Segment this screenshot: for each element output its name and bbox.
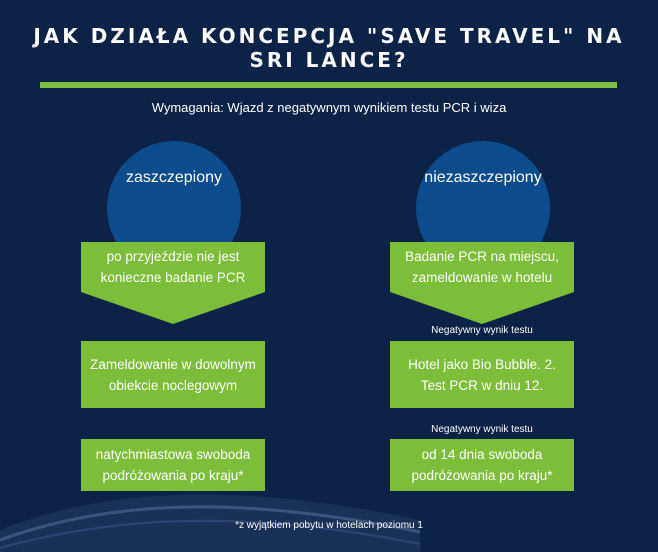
title-divider: [40, 82, 617, 88]
footnote: *z wyjątkiem pobytu w hotelach poziomu 1: [235, 520, 423, 531]
requirements-text: Wymagania: Wjazd z negatywnym wynikiem testu PCR i wiza: [151, 100, 507, 115]
right-step-1-text: Badanie PCR na miejscu, zameldowanie w hotelu "Level 1".: [405, 249, 559, 306]
right-label-1: Negatywny wynik testu: [431, 325, 533, 336]
right-step-3: [390, 439, 574, 491]
right-step-2-text: Hotel jako Bio Bubble. 2. Test PCR w dniu 12.: [408, 356, 556, 393]
circle-vaccinated-label: zaszczepiony: [125, 169, 223, 186]
left-step-1-arrow: [81, 292, 265, 324]
left-step-3-text: natychmiastowa swoboda podróżowania po kraju*: [95, 447, 251, 483]
right-step-1-arrow: [390, 292, 574, 324]
right-label-2: Negatywny wynik testu: [431, 424, 533, 435]
left-step-1: [81, 242, 265, 292]
right-step-2: [390, 341, 574, 408]
page-title: JAK DZIAŁA KONCEPCJA "SAVE TRAVEL" NA SRI LANCE?: [33, 24, 625, 72]
circle-unvaccinated-label: niezaszczepiony: [424, 169, 542, 186]
left-step-3: [81, 439, 265, 491]
left-step-2: [81, 341, 265, 408]
left-step-1-text: po przyjeździe nie jest konieczne badanie PCR: [100, 249, 246, 285]
right-step-1: [390, 242, 574, 306]
right-step-3-text: od 14 dnia swoboda podróżowania po kraju*: [411, 447, 553, 483]
left-step-2-text: Zameldowanie w dowolnym obiekcie noclegowym: [90, 356, 256, 393]
